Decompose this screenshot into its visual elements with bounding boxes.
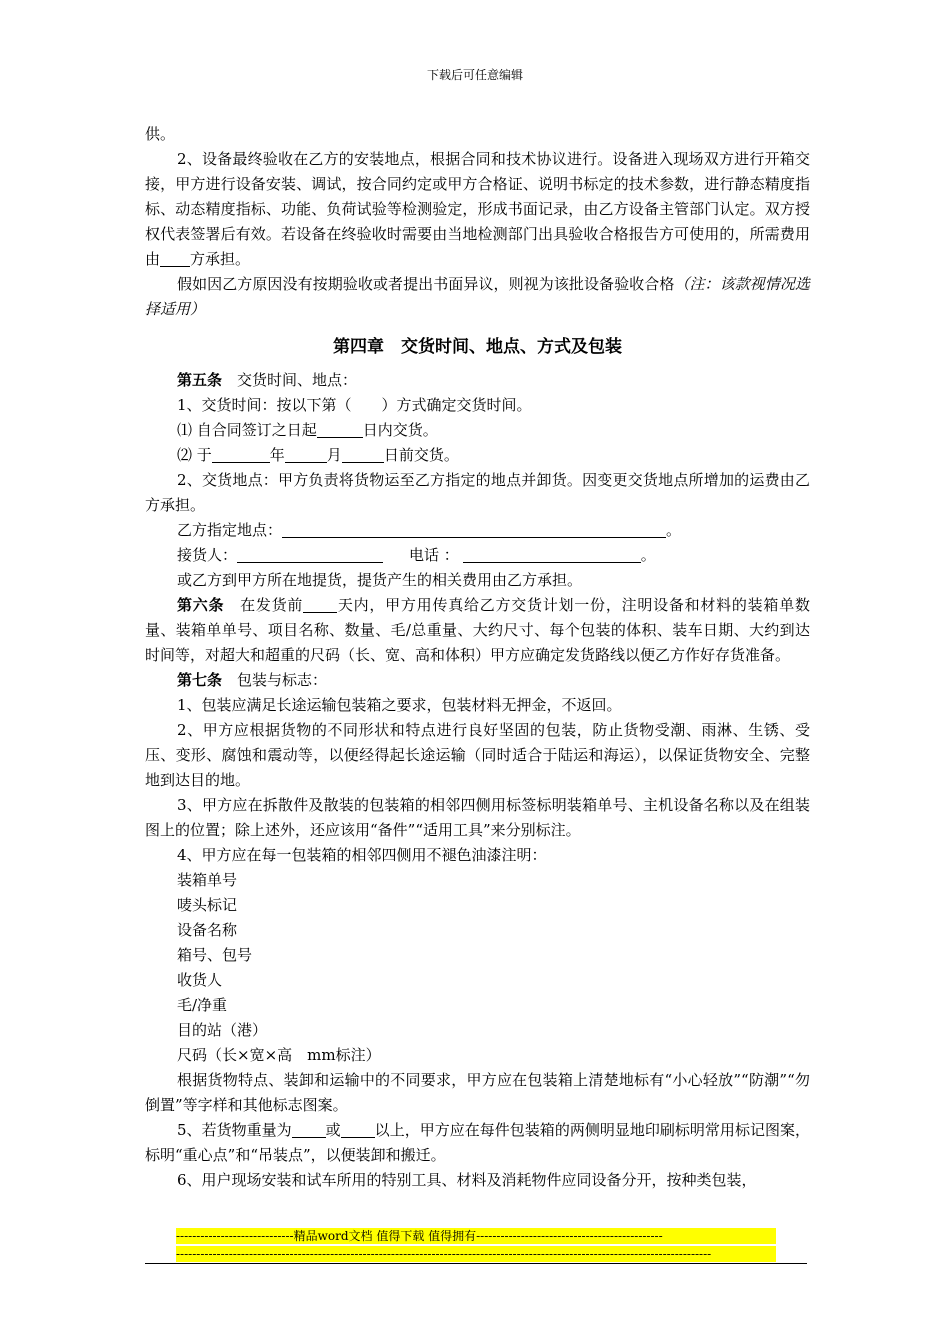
article-7-title: 包装与标志： [237,671,328,689]
receiver-end: 。 [640,546,656,564]
option-1-text: ⑴ 自合同签订之日起 [177,421,317,439]
marking-item: 箱号、包号 [177,946,253,964]
designated-place-line [145,518,810,543]
paragraph-continuation: 供。 [145,125,176,143]
blank-fee-party[interactable] [160,249,190,267]
blank-weight-1[interactable] [292,1120,326,1138]
document-body [145,122,810,1193]
blank-weight-2[interactable] [341,1120,375,1138]
phone-label: 电话 ： [409,546,459,564]
marking-item: 收货人 [177,971,223,989]
footer-rule [145,1263,807,1264]
article-6-text-a: 在发货前 [240,596,304,614]
packaging-clause-4: 4、甲方应在每一包装箱的相邻四侧用不褪色油漆注明： [177,846,547,864]
clause-5-text-a: 5、若货物重量为 [177,1121,292,1139]
blank-designated-place[interactable] [282,520,666,538]
designated-place-label: 乙方指定地点： [177,521,283,539]
packaging-clause-3: 3、甲方应在拆散件及散装的包装箱的相邻四侧用标签标明装箱单号、主机设备名称以及在组装图上的位置；除上述外，还应该用“备件”“适用工具”来分别标注。 [145,796,810,839]
acceptance-text: 2、设备最终验收在乙方的安装地点，根据合同和技术协议进行。设备进入现场双方进行开箱交接，甲方进行设备安装、调试，按合同约定或甲方合格证、说明书标定的技术参数，进行静态精度指标、动态精度指标、功能、负荷试验等检测验定，形成书面记录，由乙方设备主管部门认定。双方授权代表签署后有效。若设备在终验收时需要由当地检测部门出具验收合格报告方可使用的，所需费用由 [145,150,810,268]
marking-item: 装箱单号 [177,871,238,889]
footer-banner-dashes: ------------------------------------------------------------------------------------------------------------------------------------ [176,1246,776,1262]
year-label: 年 [269,446,285,464]
marking-item: 唛头标记 [177,896,238,914]
packaging-clause-1: 1、包装应满足长途运输包装箱之要求，包装材料无押金，不返回。 [177,696,622,714]
paragraph-final-acceptance [145,147,810,272]
delivery-option-2 [145,443,810,468]
footer-banner: -----------------------------精品word文档 值得下载 值得拥有---------------------------------------------- [176,1228,776,1244]
blank-days[interactable] [317,420,363,438]
article-7-label: 第七条 [177,671,223,689]
packaging-clause-2: 2、甲方应根据货物的不同形状和特点进行良好坚固的包装，防止货物受潮、雨淋、生锈、受压、变形、腐蚀和震动等，以便经得起长途运输（同时适合于陆运和海运），以保证货物安全、完整地到达目的地。 [145,721,810,789]
option-1-end: 日内交货。 [362,421,438,439]
article-5-label: 第五条 [177,371,223,389]
delivery-option-1 [145,418,810,443]
receiver-label: 接货人： [177,546,238,564]
delivery-place-line: 2、交货地点：甲方负责将货物运至乙方指定的地点并卸货。因变更交货地点所增加的运费由乙方承担。 [145,471,810,514]
clause-5-or: 或 [325,1121,341,1139]
blank-day[interactable] [342,445,384,463]
packaging-clause-5 [145,1118,810,1168]
article-5-title: 交货时间、地点： [237,371,358,389]
month-label: 月 [326,446,342,464]
marking-item: 目的站（港） [177,1021,268,1039]
article-6-text-b: 天内，甲方用传真给乙方交货计划一份，注明设备和材料的装箱单数量、装箱单单号、项目名称、数量、毛/总重量、大约尺寸、每个包装的体积、装车日期、大约到达时间等，对超大和超重的尺码（长、宽、高和体积）甲方应确定发货路线以便乙方作好存货准备。 [145,596,810,664]
packaging-clause-6: 6、用户现场安装和试车所用的特别工具、材料及消耗物件应同设备分开，按种类包装， [177,1171,757,1189]
article-7-heading [145,668,810,693]
acceptance-text-end: 方承担。 [190,250,251,268]
option-2-text: ⑵ 于 [177,446,212,464]
article-5-heading [145,368,810,393]
marking-requirements: 根据货物特点、装卸和运输中的不同要求，甲方应在包装箱上清楚地标有“小心轻放”“防潮”“勿倒置”等字样和其他标志图案。 [145,1071,810,1114]
note-optional: （注：该款视情况选择适用） [145,275,810,318]
paragraph-acceptance-default [145,272,810,322]
marking-item: 毛/净重 [177,996,228,1014]
receiver-line [145,543,810,568]
day-label: 日前交货。 [383,446,459,464]
marking-item: 设备名称 [177,921,238,939]
delivery-time-line: 1、交货时间：按以下第（ ）方式确定交货时间。 [177,396,532,414]
clause-5-text-b: 以上，甲方应在每件包装箱的两侧明显地印刷标明常用标记图案，标明“重心点”和“吊装点”，以便装卸和搬迁。 [145,1121,810,1164]
chapter-title: 第四章 交货时间、地点、方式及包装 [333,337,622,357]
marking-item: 尺码（长×宽×高 mm标注） [177,1046,381,1064]
blank-days-before[interactable] [303,595,337,613]
blank-month[interactable] [285,445,327,463]
default-text: 假如因乙方原因没有按期验收或者提出书面异议，则视为该批设备验收合格 [177,275,675,293]
designated-place-end: 。 [666,521,682,539]
article-6 [145,593,810,668]
self-pickup-line: 或乙方到甲方所在地提货，提货产生的相关费用由乙方承担。 [177,571,583,589]
blank-phone[interactable] [463,545,641,563]
page-header: 下载后可任意编辑 [426,68,523,82]
blank-receiver[interactable] [237,545,383,563]
blank-year[interactable] [212,445,270,463]
article-6-label: 第六条 [177,596,225,614]
